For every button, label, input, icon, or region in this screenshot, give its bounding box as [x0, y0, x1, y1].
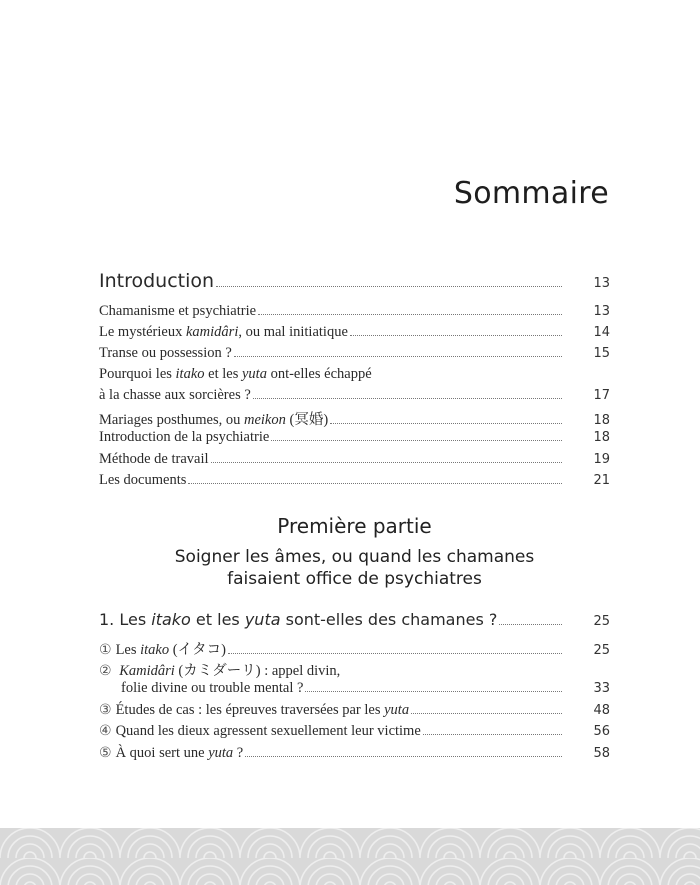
text: kamidâri: [185, 324, 239, 340]
circled-number: ⑤: [99, 745, 112, 761]
text: et les: [204, 366, 242, 382]
text: (イタコ): [169, 642, 226, 658]
text: 1. Les: [99, 610, 152, 629]
dot-leader: [211, 461, 562, 463]
entry-label: [99, 638, 226, 659]
toc-entry[interactable]: [99, 303, 610, 320]
text: Études de cas : les épreuves traversées par les: [115, 702, 385, 718]
entry-label: Les documents: [99, 472, 187, 488]
text: Kamidâri: [119, 663, 175, 679]
entry-label-line1: [99, 659, 340, 680]
page-title: Sommaire: [453, 176, 609, 211]
dot-leader: [228, 652, 562, 654]
wave-pattern-band: [0, 828, 700, 885]
entry-label: Chamanisme et psychiatrie: [99, 303, 257, 319]
page-number: 21: [593, 473, 610, 488]
wave-pattern-icon: [0, 828, 700, 885]
entry-label: [99, 408, 328, 429]
text: yuta: [244, 610, 281, 629]
page-number: 18: [593, 413, 610, 428]
text: ?: [233, 745, 244, 761]
dot-leader: [253, 397, 562, 399]
page-number: 13: [593, 276, 610, 291]
page-number: 18: [593, 430, 610, 445]
text: Pourquoi les: [99, 366, 176, 382]
page-number: 17: [593, 388, 610, 403]
text: Mariages posthumes, ou: [99, 412, 244, 428]
entry-label: Transe ou possession ?: [99, 345, 232, 361]
text: et les: [190, 610, 245, 629]
entry-label: folie divine ou trouble mental ?: [121, 680, 304, 696]
dot-leader: [271, 439, 562, 441]
entry-label: Introduction de la psychiatrie: [99, 429, 270, 445]
page-number: 19: [593, 452, 610, 467]
circled-number: ①: [99, 642, 112, 658]
toc-entry[interactable]: [121, 680, 610, 697]
toc-introduction[interactable]: [99, 270, 610, 292]
toc-entry[interactable]: [99, 324, 610, 341]
toc-entry[interactable]: [99, 472, 610, 489]
toc-entry[interactable]: [99, 387, 610, 404]
page-number: 25: [593, 614, 610, 629]
text: (冥婚): [285, 412, 329, 428]
dot-leader: [423, 733, 562, 735]
entry-label: [99, 745, 243, 762]
page-number: 25: [593, 643, 610, 658]
dot-leader: [188, 482, 562, 484]
page-number: 48: [593, 703, 610, 718]
page-number: 58: [593, 746, 610, 761]
text: yuta: [208, 745, 234, 761]
page-number: 13: [593, 304, 610, 319]
entry-label: Méthode de travail: [99, 451, 209, 467]
entry-label: Introduction: [99, 270, 215, 292]
dot-leader: [245, 755, 562, 757]
entry-label: [99, 324, 348, 341]
toc-entry[interactable]: [99, 408, 610, 429]
page-number: 14: [593, 325, 610, 340]
page-number: 56: [593, 724, 610, 739]
dot-leader: [216, 285, 562, 287]
entry-label: [99, 610, 497, 629]
text: itako: [175, 366, 205, 382]
text: yuta: [241, 366, 267, 382]
dot-leader: [258, 313, 562, 315]
toc-entry[interactable]: [99, 429, 610, 446]
toc-chapter[interactable]: [99, 610, 610, 629]
part-heading: Première partie: [277, 514, 432, 538]
dot-leader: [350, 334, 562, 336]
text: , ou mal initiatique: [238, 324, 348, 340]
text: Le mystérieux: [99, 324, 186, 340]
part-subtitle-line1: Soigner les âmes, ou quand les chamanes: [174, 547, 535, 567]
text: (カミダーリ) : appel divin,: [174, 663, 341, 679]
toc-entry[interactable]: [99, 723, 610, 740]
toc-entry[interactable]: [99, 451, 610, 468]
page-number: 15: [593, 346, 610, 361]
circled-number: ③: [99, 702, 112, 718]
toc-entry[interactable]: [99, 638, 610, 659]
text: yuta: [384, 702, 410, 718]
text: À quoi sert une: [115, 745, 209, 761]
dot-leader: [411, 712, 562, 714]
dot-leader: [305, 690, 562, 692]
text: meikon: [243, 412, 286, 428]
text: Les: [115, 642, 141, 658]
text: sont-elles des chamanes ?: [280, 610, 498, 629]
text: itako: [140, 642, 170, 658]
text: itako: [151, 610, 191, 629]
toc-entry[interactable]: [99, 345, 610, 362]
circled-number: ④: [99, 723, 112, 739]
toc-entry[interactable]: [99, 745, 610, 762]
entry-label: à la chasse aux sorcières ?: [99, 387, 251, 403]
dot-leader: [499, 623, 562, 625]
dot-leader: [330, 422, 562, 424]
entry-label-line1: [99, 366, 372, 383]
circled-number: ②: [99, 663, 112, 679]
page-number: 33: [593, 681, 610, 696]
part-subtitle-line2: faisaient office de psychiatres: [227, 569, 482, 589]
toc-entry[interactable]: [99, 702, 610, 719]
entry-label: [99, 723, 421, 740]
dot-leader: [234, 355, 562, 357]
entry-label: [99, 702, 409, 719]
text: Quand les dieux agressent sexuellement leur victime: [115, 723, 421, 739]
text: ont-elles échappé: [266, 366, 372, 382]
